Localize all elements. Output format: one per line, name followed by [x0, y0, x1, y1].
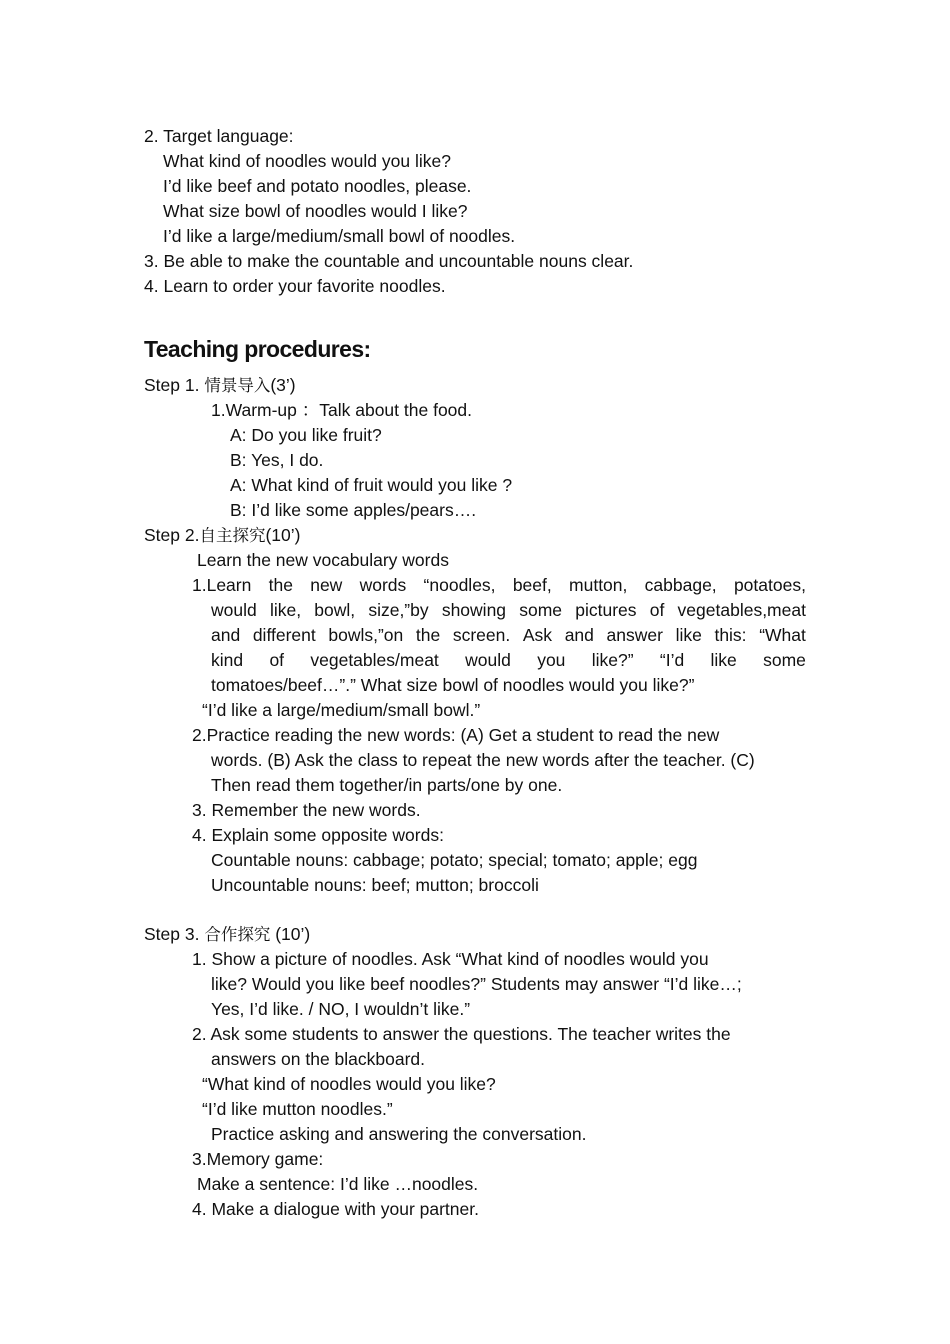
step-2-time: (10’): [265, 525, 301, 545]
word: this:: [714, 625, 747, 645]
step-3-label: Step 3.: [144, 924, 205, 944]
word: “noodles,: [423, 575, 496, 595]
word: of: [649, 600, 665, 620]
word: mutton,: [569, 575, 628, 595]
word: words: [359, 575, 407, 595]
word: Ask: [522, 625, 553, 645]
word: of: [269, 650, 285, 670]
step-2-item-1-line-2: [211, 598, 806, 623]
step-2-item-2-line: words. (B) Ask the class to repeat the new words after the teacher. (C): [211, 750, 755, 770]
step-3-time: (10’): [270, 924, 311, 944]
word: would: [465, 650, 511, 670]
dialogue-line: A: Do you like fruit?: [230, 425, 382, 445]
step-2-chinese-title: 自主探究: [199, 526, 266, 545]
step-3-item-1-line: 1. Show a picture of noodles. Ask “What kind of noodles would you: [192, 949, 709, 969]
step-2-heading: [144, 523, 300, 548]
word: different: [252, 625, 316, 645]
uncountable-nouns: Uncountable nouns: beef; mutton; broccoli: [211, 875, 539, 895]
word: like?”: [591, 650, 634, 670]
step-1-label: Step 1.: [144, 375, 205, 395]
word: some: [519, 600, 563, 620]
word: the: [268, 575, 293, 595]
word: like: [675, 625, 702, 645]
step-2-item-1-line-4: [211, 648, 806, 673]
step-3-item-4: 4. Make a dialogue with your partner.: [192, 1199, 479, 1219]
word: you: [537, 650, 566, 670]
objective-2-heading: 2. Target language:: [144, 126, 294, 146]
target-language-line: I’d like a large/medium/small bowl of noodles.: [163, 226, 516, 246]
dialogue-line: B: I’d like some apples/pears….: [230, 500, 477, 520]
word: 1.Learn: [192, 575, 252, 595]
step-2-item-1-line-5: tomatoes/beef…”.” What size bowl of noodles would you like?”: [211, 675, 695, 695]
target-language-line: What kind of noodles would you like?: [163, 151, 451, 171]
step-1-heading: [144, 373, 296, 398]
word: potatoes,: [733, 575, 806, 595]
word: like: [710, 650, 737, 670]
objective-3: 3. Be able to make the countable and uncountable nouns clear.: [144, 251, 634, 271]
dialogue-line: B: Yes, I do.: [230, 450, 324, 470]
word: and: [211, 625, 241, 645]
step-3-item-2-line: 2. Ask some students to answer the questions. The teacher writes the: [192, 1024, 731, 1044]
step-1-time: (3’): [270, 375, 296, 395]
word: cabbage,: [644, 575, 717, 595]
step-1-chinese-title: 情景导入: [204, 376, 271, 395]
step-1-warmup: 1.Warm-up ：Talk about the food.: [211, 400, 473, 420]
target-language-line: What size bowl of noodles would I like?: [163, 201, 468, 221]
word: vegetables,meat: [677, 600, 806, 620]
word: size,”by: [368, 600, 429, 620]
word: bowl,: [314, 600, 356, 620]
step-3-chinese-title: 合作探究: [204, 925, 271, 944]
objective-4: 4. Learn to order your favorite noodles.: [144, 276, 446, 296]
word: bowls,”on: [328, 625, 404, 645]
word: beef,: [512, 575, 552, 595]
step-2-item-4: 4. Explain some opposite words:: [192, 825, 444, 845]
step-2-item-2-line: 2.Practice reading the new words: (A) Get a student to read the new: [192, 725, 720, 745]
word: screen.: [452, 625, 511, 645]
word: the: [415, 625, 441, 645]
word: would: [211, 600, 257, 620]
countable-nouns: Countable nouns: cabbage; potato; special; tomato; apple; egg: [211, 850, 698, 870]
word: new: [310, 575, 343, 595]
step-3-item-1-line: like? Would you like beef noodles?” Students may answer “I’d like…;: [211, 974, 742, 994]
step-3-item-2-line: answers on the blackboard.: [211, 1049, 426, 1069]
step-2-intro: Learn the new vocabulary words: [197, 550, 449, 570]
word: vegetables/meat: [310, 650, 439, 670]
step-3-practice: Practice asking and answering the conversation.: [211, 1124, 587, 1144]
word: kind: [211, 650, 244, 670]
step-3-item-3-sub: Make a sentence: I’d like …noodles.: [197, 1174, 479, 1194]
word: some: [763, 650, 806, 670]
step-2-item-1-line-6: “I’d like a large/medium/small bowl.”: [202, 700, 481, 720]
step-2-label: Step 2.: [144, 525, 200, 545]
dialogue-line: A: What kind of fruit would you like ?: [230, 475, 513, 495]
step-3-quote: “I’d like mutton noodles.”: [202, 1099, 393, 1119]
word: and: [564, 625, 594, 645]
step-3-quote: “What kind of noodles would you like?: [202, 1074, 496, 1094]
step-2-item-3: 3. Remember the new words.: [192, 800, 421, 820]
step-2-item-2-line: Then read them together/in parts/one by one.: [211, 775, 563, 795]
word: answer: [606, 625, 663, 645]
word: pictures: [575, 600, 637, 620]
section-heading-teaching-procedures: Teaching procedures:: [144, 336, 371, 362]
step-2-item-1-line-3: [211, 623, 806, 648]
target-language-line: I’d like beef and potato noodles, please.: [163, 176, 472, 196]
word: “I’d: [659, 650, 685, 670]
step-3-item-1-line: Yes, I’d like. / NO, I wouldn’t like.”: [211, 999, 471, 1019]
step-3-item-3: 3.Memory game:: [192, 1149, 324, 1169]
word: like,: [269, 600, 302, 620]
word: showing: [441, 600, 507, 620]
step-2-item-1-line-1: [192, 573, 806, 598]
word: “What: [759, 625, 806, 645]
step-3-heading: [144, 922, 310, 947]
